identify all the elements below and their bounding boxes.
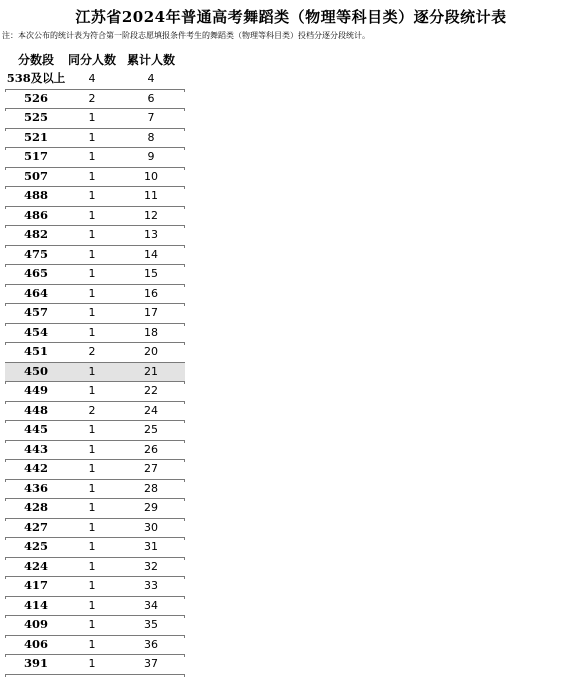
cumulative-cell: 29: [144, 501, 158, 514]
table-row: [5, 421, 185, 441]
table-row: [5, 558, 185, 578]
table-row: [5, 207, 185, 227]
table-row: [5, 226, 185, 246]
cumulative-cell: 27: [144, 462, 158, 475]
score-cell: 449: [23, 383, 48, 397]
table-row: [5, 382, 185, 402]
table-row: [5, 519, 185, 539]
table-row: [5, 538, 185, 558]
same-count-cell: 1: [88, 598, 96, 612]
same-count-cell: 1: [88, 286, 96, 300]
same-count-cell: 1: [88, 267, 96, 280]
table-note: 注：本次公布的统计表为符合第一阶段志愿填报条件考生的舞蹈类（物理等科目类）投档分逐分段统计。: [2, 31, 370, 40]
cumulative-cell: 24: [144, 403, 158, 417]
cumulative-cell: 13: [144, 228, 158, 241]
table-row: [5, 265, 185, 285]
same-count-cell: 2: [88, 91, 96, 105]
score-cell: 448: [23, 402, 48, 417]
table-row: [5, 597, 185, 617]
same-count-cell: 1: [88, 579, 96, 592]
score-cell: 464: [23, 285, 48, 300]
table-row: [5, 129, 185, 149]
header-score: 分数段: [17, 53, 54, 67]
score-cell: 427: [23, 519, 48, 534]
table-row: [5, 304, 185, 324]
table-row: [5, 655, 185, 675]
score-cell: 406: [23, 636, 48, 651]
cumulative-cell: 30: [144, 520, 158, 534]
table-row: [5, 460, 185, 480]
table-row: [5, 324, 185, 344]
table-body: [5, 70, 185, 675]
cumulative-cell: 31: [144, 540, 158, 553]
score-cell: 465: [23, 266, 48, 280]
same-count-cell: 1: [88, 208, 96, 222]
table-row: [5, 187, 185, 207]
score-cell: 425: [23, 539, 48, 553]
table-row: [5, 109, 185, 129]
same-count-cell: 1: [88, 325, 96, 339]
score-cell: 442: [23, 461, 48, 475]
score-cell: 517: [23, 149, 48, 163]
score-cell: 409: [23, 617, 48, 631]
same-count-cell: 1: [88, 637, 96, 651]
score-cell: 457: [23, 305, 48, 319]
same-count-cell: 1: [88, 559, 96, 573]
cumulative-cell: 6: [147, 91, 155, 105]
cumulative-cell: 9: [147, 150, 155, 163]
score-cell: 538及以上: [6, 71, 66, 85]
table-header: [5, 50, 185, 70]
same-count-cell: 1: [88, 540, 96, 553]
page-title: 江苏省2024年普通高考舞蹈类（物理等科目类）逐分段统计表: [75, 8, 507, 26]
cumulative-cell: 16: [144, 286, 158, 300]
same-count-cell: 1: [88, 384, 96, 397]
same-count-cell: 1: [88, 111, 96, 124]
same-count-cell: 1: [88, 501, 96, 514]
cumulative-cell: 26: [144, 442, 158, 456]
cumulative-cell: 36: [144, 637, 158, 651]
cumulative-cell: 32: [144, 559, 158, 573]
score-cell: 414: [23, 597, 48, 612]
table-row: [5, 480, 185, 500]
score-cell: 507: [23, 168, 48, 183]
cumulative-cell: 25: [144, 423, 158, 436]
score-cell: 445: [23, 422, 48, 436]
same-count-cell: 1: [88, 481, 96, 495]
score-cell: 451: [23, 344, 48, 358]
cumulative-cell: 8: [147, 130, 155, 144]
cumulative-cell: 37: [144, 657, 158, 670]
cumulative-cell: 17: [144, 306, 158, 319]
table-row: [5, 90, 185, 110]
same-count-cell: 1: [88, 618, 96, 631]
same-count-cell: 1: [88, 462, 96, 475]
same-count-cell: 1: [88, 306, 96, 319]
cumulative-cell: 11: [144, 189, 158, 202]
table-row: [5, 499, 185, 519]
score-cell: 436: [23, 480, 48, 495]
table-row: [5, 168, 185, 188]
same-count-cell: 2: [88, 403, 96, 417]
table-row: [5, 148, 185, 168]
same-count-cell: 1: [88, 423, 96, 436]
table-row: [5, 343, 185, 363]
header-same-count: 同分人数: [67, 53, 116, 67]
same-count-cell: 1: [88, 364, 96, 378]
same-count-cell: 1: [88, 442, 96, 456]
score-cell: 526: [23, 90, 48, 105]
table-row: [5, 636, 185, 656]
cumulative-cell: 35: [144, 618, 158, 631]
score-cell: 525: [23, 110, 48, 124]
same-count-cell: 2: [88, 345, 96, 358]
score-cell: 454: [23, 324, 48, 339]
cumulative-cell: 10: [144, 169, 158, 183]
score-cell: 486: [23, 207, 48, 222]
cumulative-cell: 21: [144, 364, 158, 378]
table-row: [5, 363, 185, 383]
cumulative-cell: 15: [144, 267, 158, 280]
table-row: [5, 70, 185, 90]
cumulative-cell: 18: [144, 325, 158, 339]
table-row: [5, 577, 185, 597]
score-cell: 443: [23, 441, 48, 456]
header-cumulative: 累计人数: [126, 53, 175, 67]
cumulative-cell: 22: [144, 384, 158, 397]
same-count-cell: 1: [88, 169, 96, 183]
score-cell: 391: [23, 656, 48, 670]
cumulative-cell: 20: [144, 345, 158, 358]
cumulative-cell: 4: [147, 72, 155, 85]
cumulative-cell: 7: [147, 111, 155, 124]
same-count-cell: 1: [88, 130, 96, 144]
table-row: [5, 246, 185, 266]
same-count-cell: 1: [88, 189, 96, 202]
cumulative-cell: 14: [144, 247, 158, 261]
score-cell: 488: [23, 188, 48, 202]
score-cell: 475: [23, 246, 48, 261]
table-row: [5, 285, 185, 305]
score-cell: 482: [23, 227, 48, 241]
score-cell: 428: [23, 500, 48, 514]
same-count-cell: 4: [88, 72, 96, 85]
score-cell: 450: [23, 363, 48, 378]
table-row: [5, 441, 185, 461]
cumulative-cell: 12: [144, 208, 158, 222]
score-cell: 417: [23, 578, 48, 592]
table-row: [5, 616, 185, 636]
cumulative-cell: 34: [144, 598, 158, 612]
same-count-cell: 1: [88, 247, 96, 261]
same-count-cell: 1: [88, 520, 96, 534]
same-count-cell: 1: [88, 228, 96, 241]
cumulative-cell: 28: [144, 481, 158, 495]
same-count-cell: 1: [88, 150, 96, 163]
score-cell: 424: [23, 558, 48, 573]
score-table: [5, 50, 185, 675]
cumulative-cell: 33: [144, 579, 158, 592]
same-count-cell: 1: [88, 657, 96, 670]
table-row: [5, 402, 185, 422]
score-cell: 521: [23, 129, 48, 144]
